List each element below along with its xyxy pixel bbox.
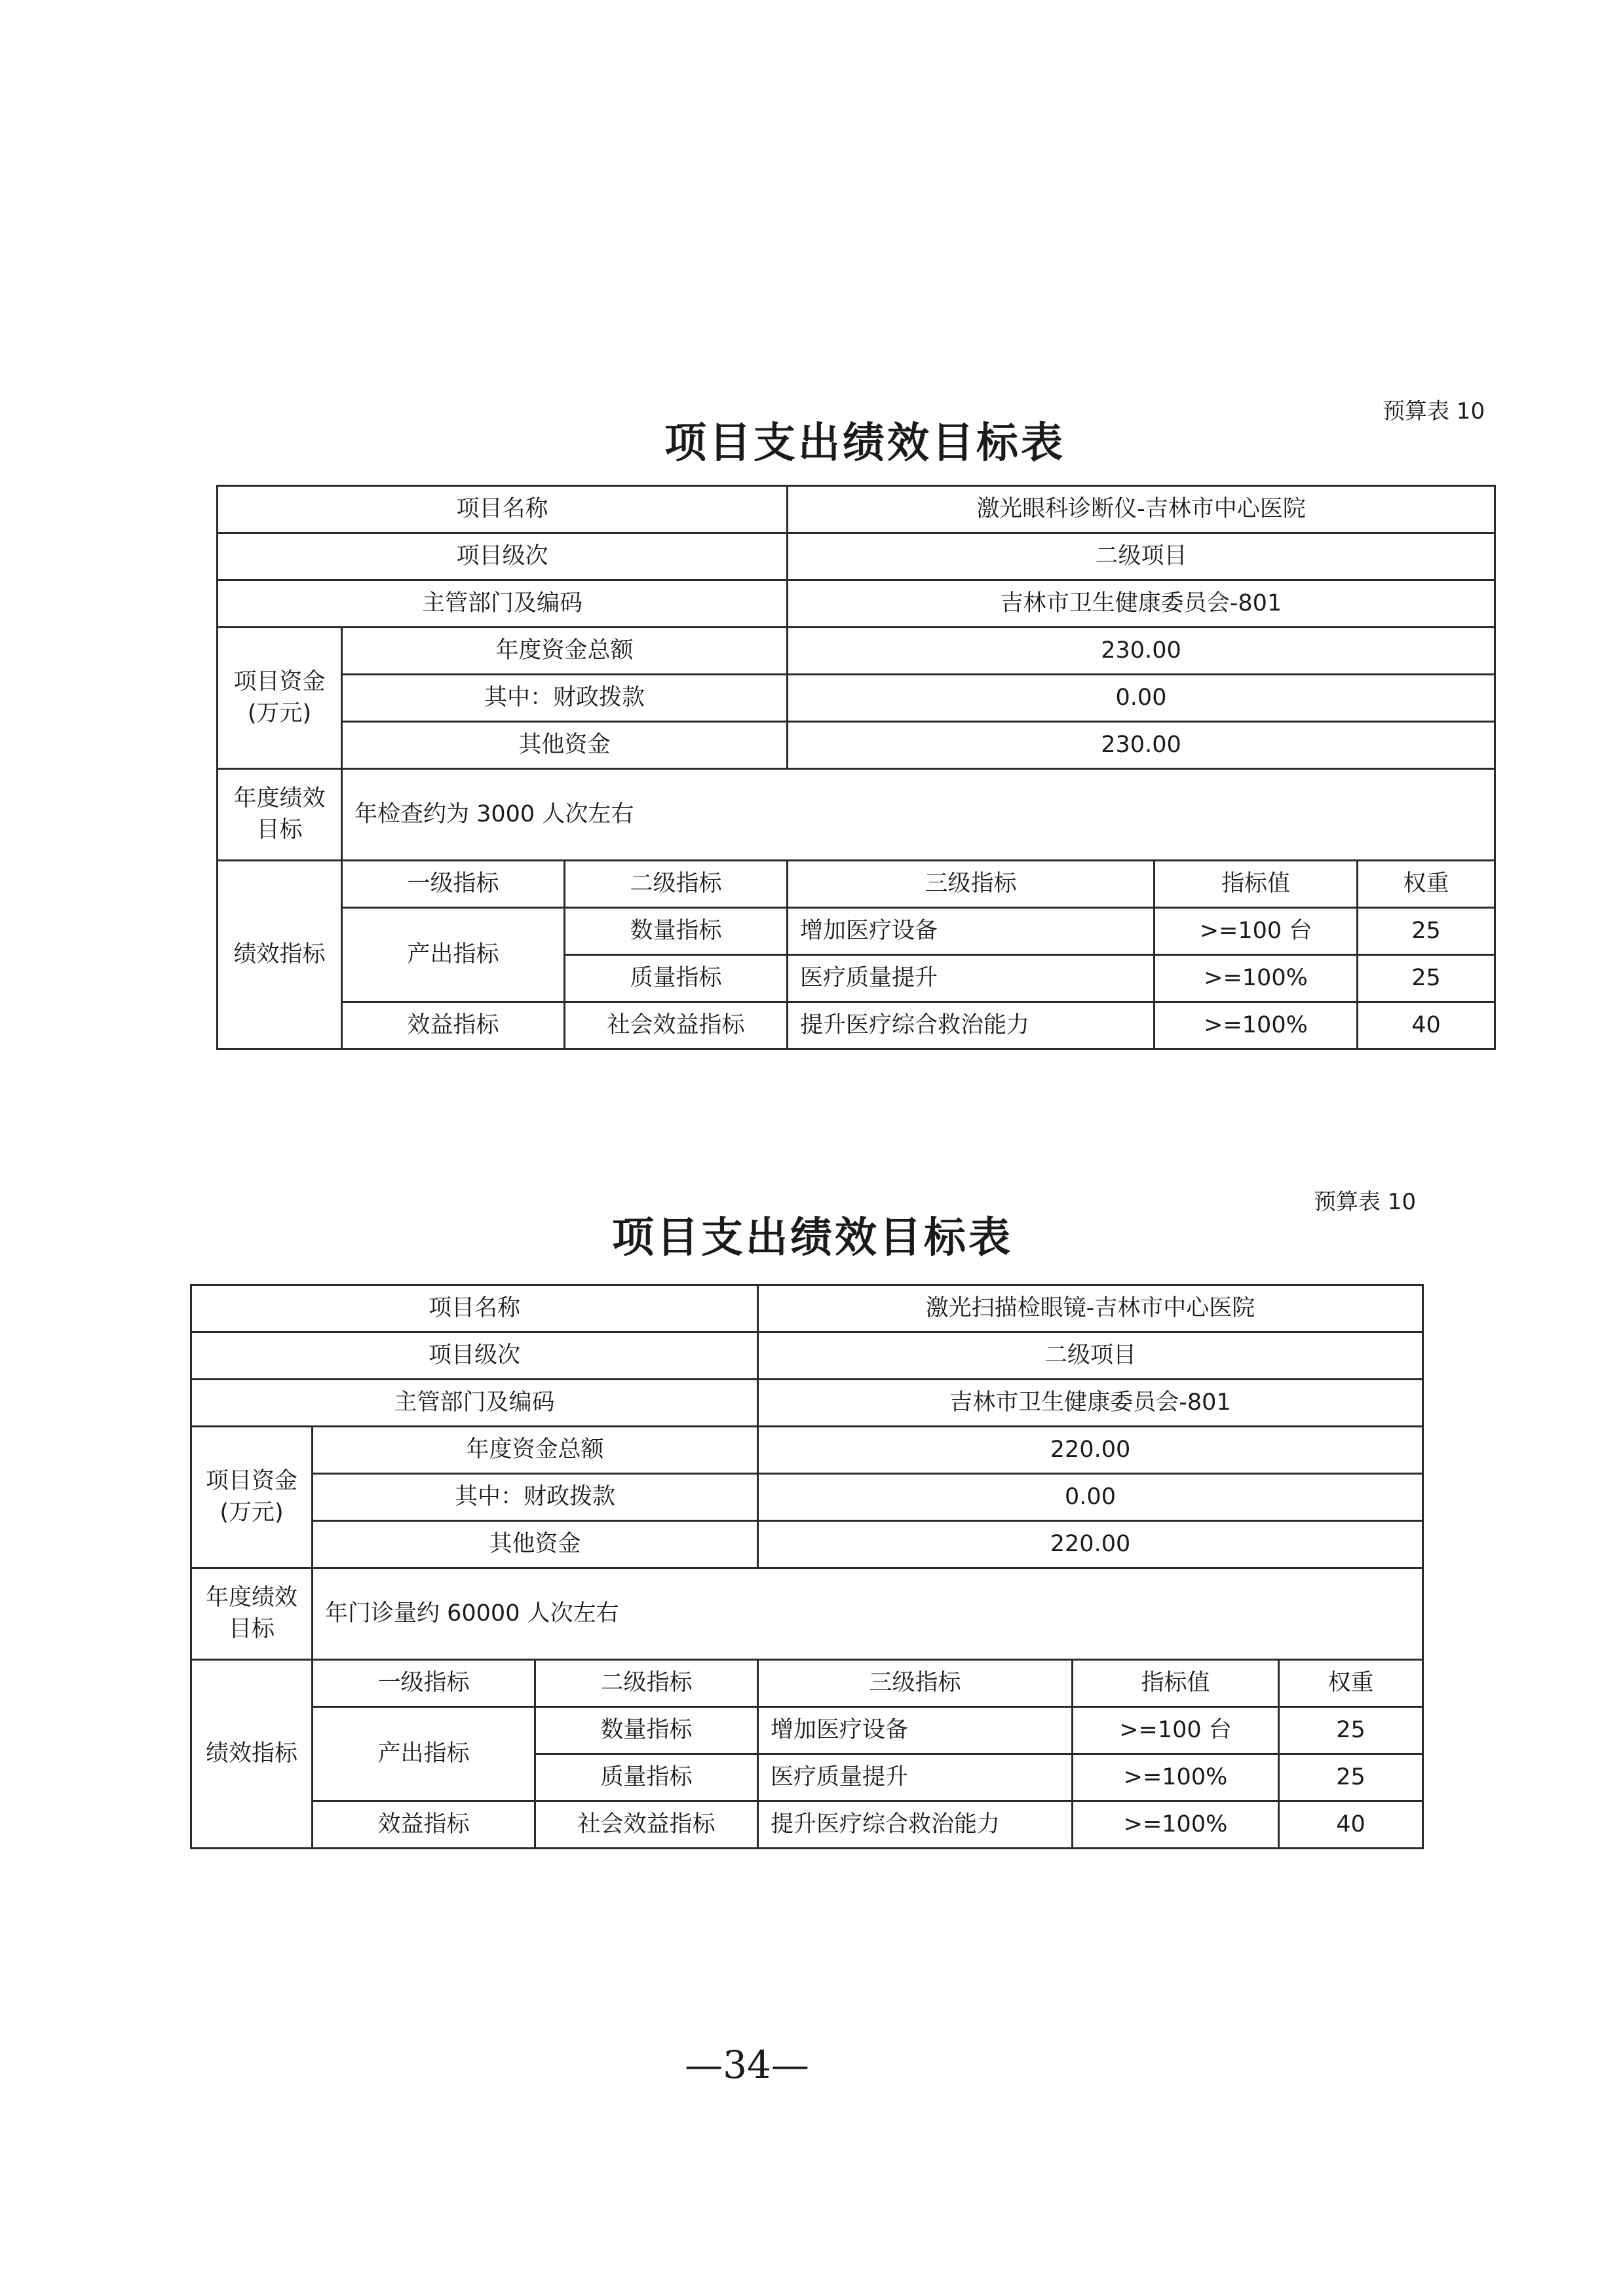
- header-level3: 三级指标: [758, 1660, 1073, 1707]
- value-other: 220.00: [758, 1521, 1423, 1568]
- level2-cell: 质量指标: [565, 955, 788, 1002]
- row-project-level: [191, 1332, 1423, 1380]
- row-fiscal: [191, 1474, 1423, 1521]
- weight-cell: 25: [1358, 955, 1495, 1002]
- value-cell: >=100%: [1155, 1002, 1358, 1049]
- label-funds-group: 项目资金 (万元): [191, 1427, 313, 1568]
- label-project-name: 项目名称: [218, 486, 788, 533]
- row-other: [191, 1521, 1423, 1568]
- value-cell: >=100%: [1073, 1801, 1279, 1849]
- level1-output: 产出指标: [313, 1707, 535, 1801]
- header-value: 指标值: [1073, 1660, 1279, 1707]
- row-other: [218, 722, 1495, 769]
- page-number: —34—: [685, 2042, 809, 2087]
- value-cell: >=100 台: [1155, 908, 1358, 955]
- level2-cell: 数量指标: [565, 908, 788, 955]
- label-funds-group: 项目资金 (万元): [218, 628, 342, 769]
- header-weight: 权重: [1279, 1660, 1423, 1707]
- row-annual-goal: [191, 1568, 1423, 1660]
- level2-cell: 质量指标: [535, 1754, 758, 1801]
- level3-cell: 医疗质量提升: [788, 955, 1155, 1002]
- label-annual-total: 年度资金总额: [313, 1427, 758, 1474]
- form-title: 项目支出绩效目标表: [612, 1214, 1013, 1262]
- header-level1: 一级指标: [313, 1660, 535, 1707]
- level1-benefit: 效益指标: [342, 1002, 565, 1049]
- form-title: 项目支出绩效目标表: [664, 419, 1065, 468]
- value-cell: >=100%: [1073, 1754, 1279, 1801]
- level1-output: 产出指标: [342, 908, 565, 1002]
- value-annual-total: 230.00: [788, 628, 1495, 675]
- label-project-level: 项目级次: [218, 533, 788, 580]
- weight-cell: 25: [1279, 1754, 1423, 1801]
- level2-cell: 社会效益指标: [565, 1002, 788, 1049]
- level3-cell: 医疗质量提升: [758, 1754, 1073, 1801]
- level3-cell: 增加医疗设备: [758, 1707, 1073, 1754]
- value-annual-goal: 年检查约为 3000 人次左右: [342, 769, 1495, 861]
- weight-cell: 40: [1279, 1801, 1423, 1849]
- table-row: [218, 1002, 1495, 1049]
- row-indicator-header: [191, 1660, 1423, 1707]
- label-fiscal: 其中：财政拨款: [313, 1474, 758, 1521]
- value-annual-goal: 年门诊量约 60000 人次左右: [313, 1568, 1423, 1660]
- label-fiscal: 其中：财政拨款: [342, 675, 788, 722]
- value-project-level: 二级项目: [758, 1332, 1423, 1380]
- weight-cell: 40: [1358, 1002, 1495, 1049]
- value-fiscal: 0.00: [788, 675, 1495, 722]
- budget-form-tag: 预算表 10: [1314, 1189, 1417, 1215]
- value-project-level: 二级项目: [788, 533, 1495, 580]
- performance-table: [216, 485, 1496, 1050]
- row-annual-total: [191, 1427, 1423, 1474]
- row-project-level: [218, 533, 1495, 580]
- row-project-name: [191, 1285, 1423, 1332]
- value-cell: >=100%: [1155, 955, 1358, 1002]
- budget-form-tag: 预算表 10: [1383, 398, 1485, 424]
- value-fiscal: 0.00: [758, 1474, 1423, 1521]
- level2-cell: 数量指标: [535, 1707, 758, 1754]
- header-level2: 二级指标: [535, 1660, 758, 1707]
- weight-cell: 25: [1358, 908, 1495, 955]
- row-fiscal: [218, 675, 1495, 722]
- value-cell: >=100 台: [1073, 1707, 1279, 1754]
- label-annual-goal: 年度绩效 目标: [191, 1568, 313, 1660]
- label-department: 主管部门及编码: [218, 580, 788, 628]
- value-annual-total: 220.00: [758, 1427, 1423, 1474]
- table-row: [191, 1801, 1423, 1849]
- table-row: [191, 1707, 1423, 1754]
- level3-cell: 增加医疗设备: [788, 908, 1155, 955]
- row-annual-total: [218, 628, 1495, 675]
- row-indicator-header: [218, 861, 1495, 908]
- row-department: [218, 580, 1495, 628]
- label-project-name: 项目名称: [191, 1285, 758, 1332]
- row-project-name: [218, 486, 1495, 533]
- header-value: 指标值: [1155, 861, 1358, 908]
- row-department: [191, 1380, 1423, 1427]
- header-level3: 三级指标: [788, 861, 1155, 908]
- label-annual-total: 年度资金总额: [342, 628, 788, 675]
- row-annual-goal: [218, 769, 1495, 861]
- level1-benefit: 效益指标: [313, 1801, 535, 1849]
- label-project-level: 项目级次: [191, 1332, 758, 1380]
- label-other: 其他资金: [342, 722, 788, 769]
- label-other: 其他资金: [313, 1521, 758, 1568]
- level2-cell: 社会效益指标: [535, 1801, 758, 1849]
- value-project-name: 激光眼科诊断仪-吉林市中心医院: [788, 486, 1495, 533]
- label-perf-group: 绩效指标: [218, 861, 342, 1049]
- label-perf-group: 绩效指标: [191, 1660, 313, 1849]
- header-level1: 一级指标: [342, 861, 565, 908]
- level3-cell: 提升医疗综合救治能力: [758, 1801, 1073, 1849]
- value-department: 吉林市卫生健康委员会-801: [758, 1380, 1423, 1427]
- performance-table: [190, 1284, 1424, 1849]
- weight-cell: 25: [1279, 1707, 1423, 1754]
- value-project-name: 激光扫描检眼镜-吉林市中心医院: [758, 1285, 1423, 1332]
- value-department: 吉林市卫生健康委员会-801: [788, 580, 1495, 628]
- label-annual-goal: 年度绩效 目标: [218, 769, 342, 861]
- level3-cell: 提升医疗综合救治能力: [788, 1002, 1155, 1049]
- header-level2: 二级指标: [565, 861, 788, 908]
- header-weight: 权重: [1358, 861, 1495, 908]
- value-other: 230.00: [788, 722, 1495, 769]
- table-row: [218, 908, 1495, 955]
- label-department: 主管部门及编码: [191, 1380, 758, 1427]
